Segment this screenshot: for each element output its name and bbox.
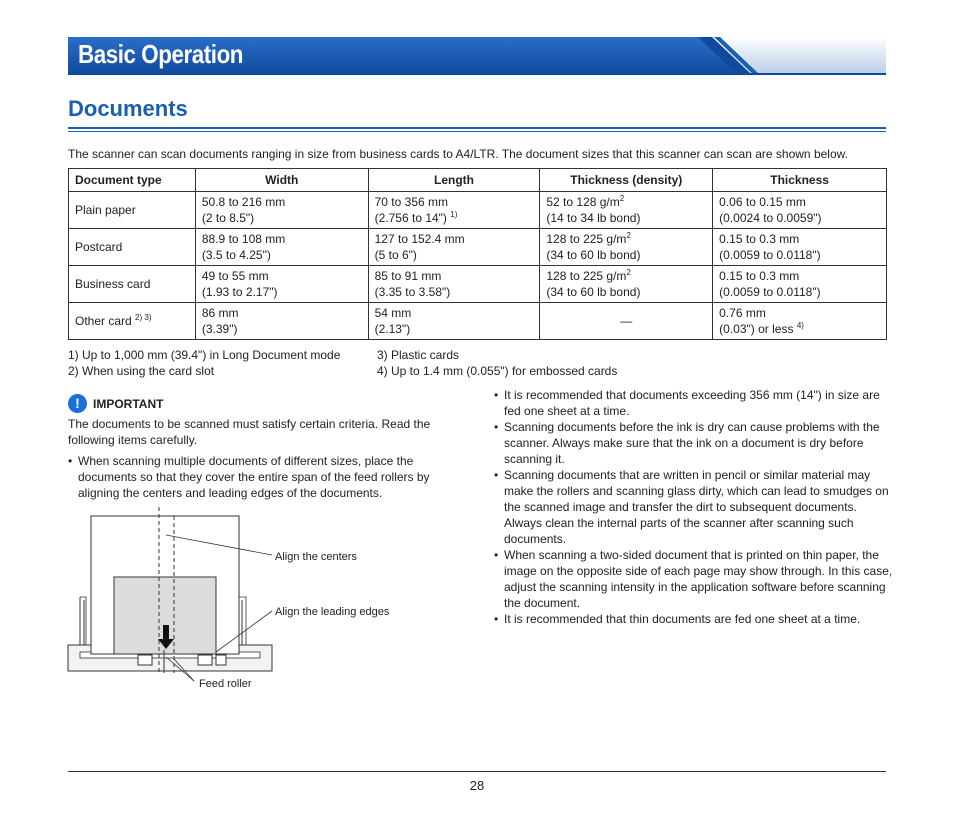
- cell-length: 54 mm (2.13"): [368, 303, 540, 340]
- alignment-diagram: [66, 505, 278, 690]
- page-number: 28: [469, 778, 485, 793]
- list-item: • Scanning documents before the ink is dry can cause problems with the scanner. Always make sure that the ink on a document is dry before scanning it.: [494, 420, 880, 466]
- list-item: • When scanning a two-sided document that is printed on thin paper, the image on the opposite side of each page may show through. In this case, adjust the scanning intensity in the application software before scanning the document.: [494, 548, 893, 610]
- intro-text: The scanner can scan documents ranging in size from business cards to A4/LTR. The document sizes that this scanner can scan are shown below.: [68, 147, 848, 161]
- table-row: [69, 266, 887, 303]
- column-header: Thickness: [713, 169, 887, 192]
- section-divider: [68, 127, 886, 129]
- table-row: [69, 303, 887, 340]
- section-divider-thin: [68, 131, 886, 132]
- cell-length: 85 to 91 mm (3.35 to 3.58"): [368, 266, 540, 303]
- cell-doc-type: Other card $^{2) 3)}$: [69, 303, 196, 340]
- cell-doc-type: Business card: [69, 266, 196, 303]
- bullet-icon: •: [494, 420, 499, 434]
- list-item: • Scanning documents that are written in pencil or similar material may make the rollers and scanning glass dirty, which can lead to smudges on the scanned image and transfer the dirt to subsequent documents. Always clean the internal parts of the scanner after scanning such documents.: [494, 468, 889, 546]
- footnote-1: 1) Up to 1,000 mm (39.4") in Long Document mode: [68, 348, 341, 362]
- header-banner: [68, 37, 886, 75]
- column-header: Width: [195, 169, 368, 192]
- page-header-title: Basic Operation: [78, 39, 244, 69]
- cell-thickness: 0.15 to 0.3 mm (0.0059 to 0.0118"): [713, 266, 887, 303]
- bullet-icon: •: [68, 454, 73, 468]
- list-item: • It is recommended that thin documents are fed one sheet at a time.: [494, 612, 861, 626]
- cell-width: 50.8 to 216 mm (2 to 8.5"): [195, 192, 368, 229]
- footer-divider: [68, 771, 886, 772]
- cell-doc-type: Plain paper: [69, 192, 196, 229]
- table-row: [69, 229, 887, 266]
- cell-length: 70 to 356 mm (2.756 to 14") $^{1)}$: [368, 192, 540, 229]
- cell-density: 128 to 225 $g/m^2$ (34 to 60 lb bond): [540, 229, 713, 266]
- cell-length: 127 to 152.4 mm (5 to 6"): [368, 229, 540, 266]
- footnote-3: 3) Plastic cards: [377, 348, 460, 362]
- cell-doc-type: Postcard: [69, 229, 196, 266]
- cell-thickness: 0.06 to 0.15 mm (0.0024 to 0.0059"): [713, 192, 887, 229]
- cell-density: —: [540, 303, 713, 340]
- bullet-icon: •: [494, 548, 499, 562]
- bullet-icon: •: [494, 388, 499, 402]
- cell-width: 86 mm (3.39"): [195, 303, 368, 340]
- important-text: The documents to be scanned must satisfy certain criteria. Read the following items carefully.: [68, 417, 431, 447]
- important-label: IMPORTANT: [93, 397, 164, 411]
- column-header: Thickness (density): [540, 169, 713, 192]
- cell-width: 49 to 55 mm (1.93 to 2.17"): [195, 266, 368, 303]
- bullet-icon: •: [494, 612, 499, 626]
- column-header: Length: [368, 169, 540, 192]
- cell-density: 128 to 225 $g/m^2$ (34 to 60 lb bond): [540, 266, 713, 303]
- list-item: • It is recommended that documents exceeding 356 mm (14") in size are fed one sheet at a time.: [494, 388, 880, 418]
- cell-thickness: 0.76 mm (0.03") or less $^{4)}$: [713, 303, 887, 340]
- list-item: • When scanning multiple documents of different sizes, place the documents so that they cover the entire span of the feed rollers by aligning the centers and leading edges of the documents.: [68, 454, 430, 500]
- footnote-4: 4) Up to 1.4 mm (0.055") for embossed cards: [377, 364, 618, 378]
- table-header-row: [69, 169, 887, 192]
- document-size-table: [68, 168, 887, 340]
- column-header: Document type: [69, 169, 196, 192]
- table-row: [69, 192, 887, 229]
- cell-width: 88.9 to 108 mm (3.5 to 4.25"): [195, 229, 368, 266]
- bullet-icon: •: [494, 468, 499, 482]
- label-align-centers: Align the centers: [275, 551, 357, 563]
- label-feed-roller: Feed roller: [199, 678, 252, 690]
- exclamation-icon: !: [68, 394, 87, 413]
- section-title: Documents: [68, 96, 188, 121]
- label-align-edges: Align the leading edges: [275, 606, 390, 618]
- cell-thickness: 0.15 to 0.3 mm (0.0059 to 0.0118"): [713, 229, 887, 266]
- footnote-2: 2) When using the card slot: [68, 364, 215, 378]
- cell-density: 52 to 128 $g/m^2$ (14 to 34 lb bond): [540, 192, 713, 229]
